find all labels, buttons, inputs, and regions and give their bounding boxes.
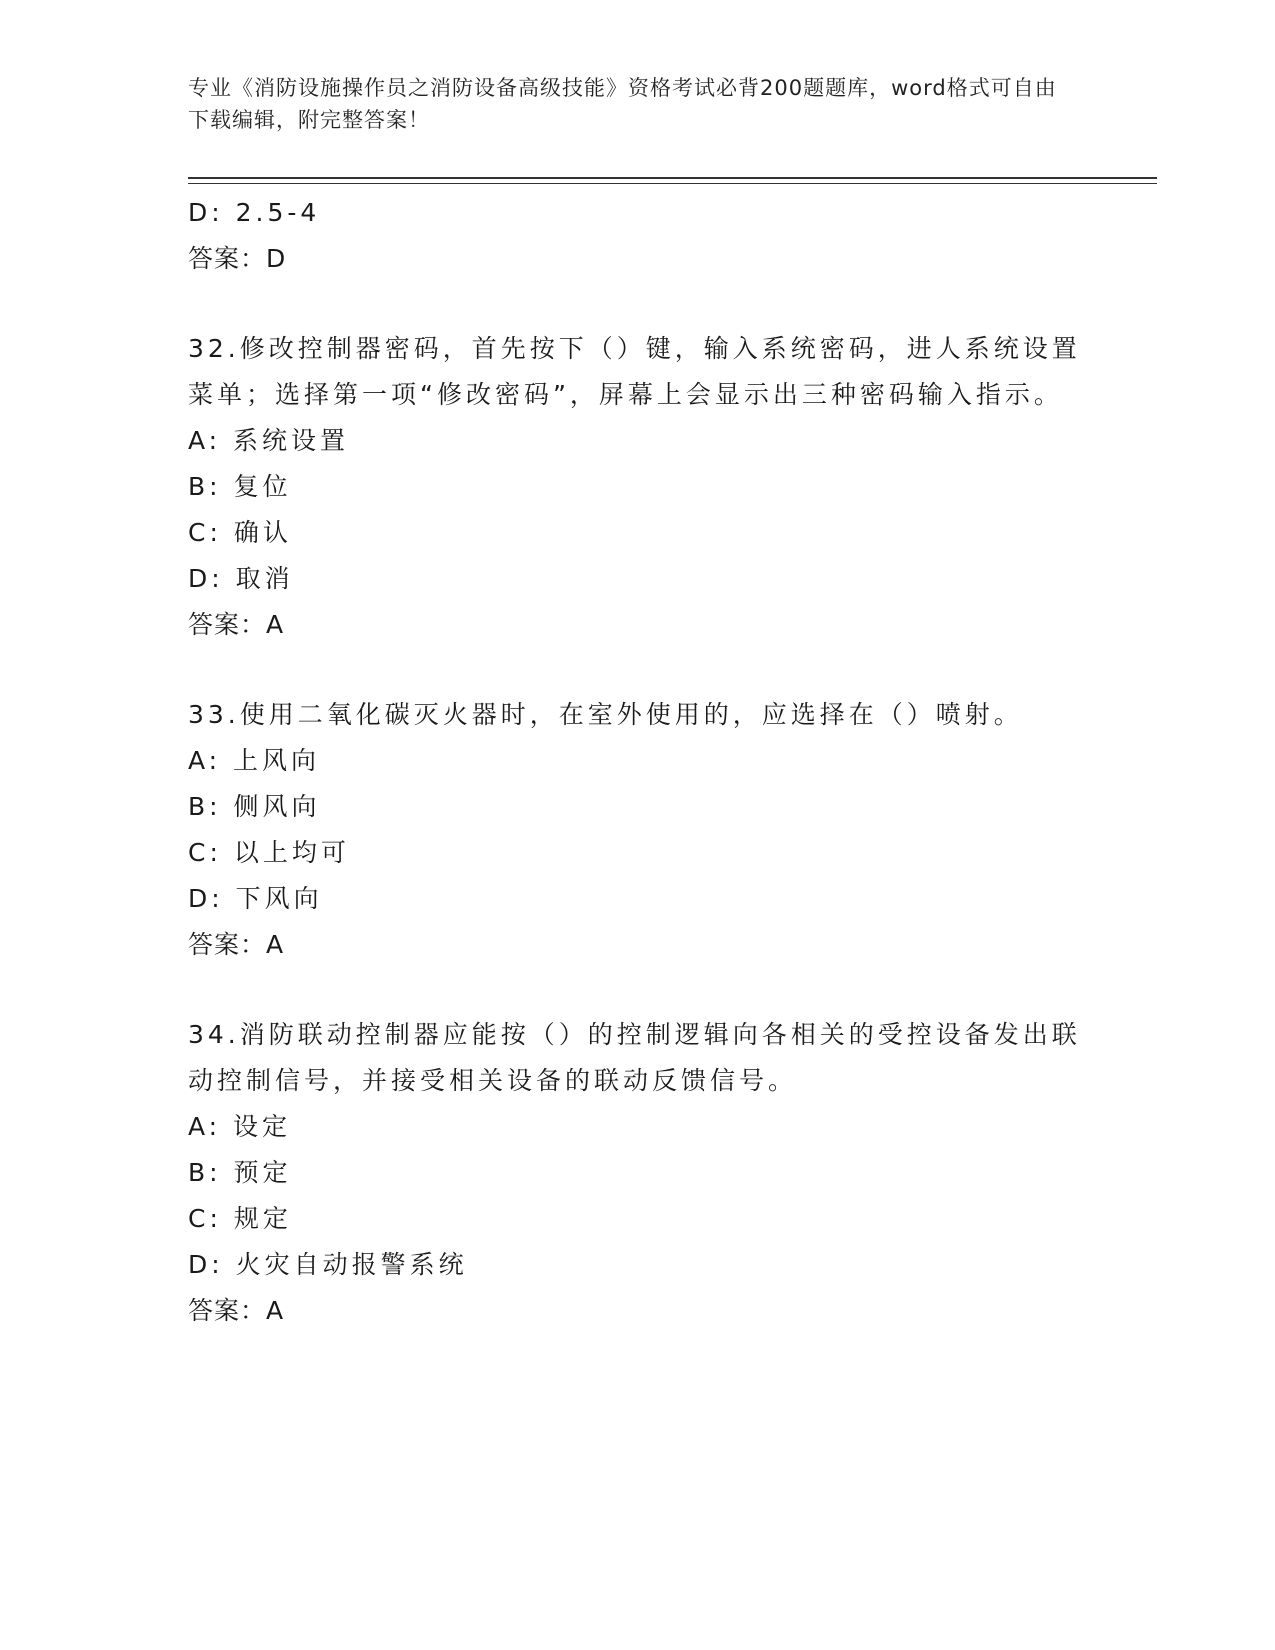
spacer: [188, 282, 1088, 326]
option-c: C: 确认: [188, 518, 292, 547]
option-c: C: 规定: [188, 1204, 292, 1233]
option-b: B: 复位: [188, 472, 292, 501]
option-d: D: 取消: [188, 564, 294, 593]
header-divider-thick: [188, 177, 1157, 179]
question-text: 34.消防联动控制器应能按（）的控制逻辑向各相关的受控设备发出联动控制信号，并接受相关设备的联动反馈信号。: [188, 1020, 1081, 1095]
question-33: [188, 692, 1088, 968]
header-divider-thin: [188, 183, 1157, 184]
option-a: A: 上风向: [188, 746, 321, 775]
prev-answer: 答案：D: [188, 244, 287, 273]
document-header: 专业《消防设施操作员之消防设备高级技能》资格考试必背200题题库，word格式可自由下载编辑，附完整答案！: [188, 76, 1057, 132]
question-34: [188, 1012, 1088, 1334]
question-text: 32.修改控制器密码，首先按下（）键，输入系统密码，进人系统设置菜单；选择第一项“修改密码”，屏幕上会显示出三种密码输入指示。: [188, 334, 1081, 409]
answer: 答案：A: [188, 610, 285, 639]
spacer: [188, 648, 1088, 692]
option-a: A: 设定: [188, 1112, 292, 1141]
option-a: A: 系统设置: [188, 426, 350, 455]
question-text: 33.使用二氧化碳灭火器时，在室外使用的，应选择在（）喷射。: [188, 700, 1023, 729]
option-b: B: 侧风向: [188, 792, 321, 821]
question-content: [188, 190, 1088, 1334]
question-32: [188, 326, 1088, 648]
answer: 答案：A: [188, 930, 285, 959]
prev-option-d: D: 2.5-4: [188, 198, 321, 227]
option-b: B: 预定: [188, 1158, 292, 1187]
option-d: D: 火灾自动报警系统: [188, 1250, 468, 1279]
answer: 答案：A: [188, 1296, 285, 1325]
option-c: C: 以上均可: [188, 838, 350, 867]
option-d: D: 下风向: [188, 884, 323, 913]
spacer: [188, 968, 1088, 1012]
